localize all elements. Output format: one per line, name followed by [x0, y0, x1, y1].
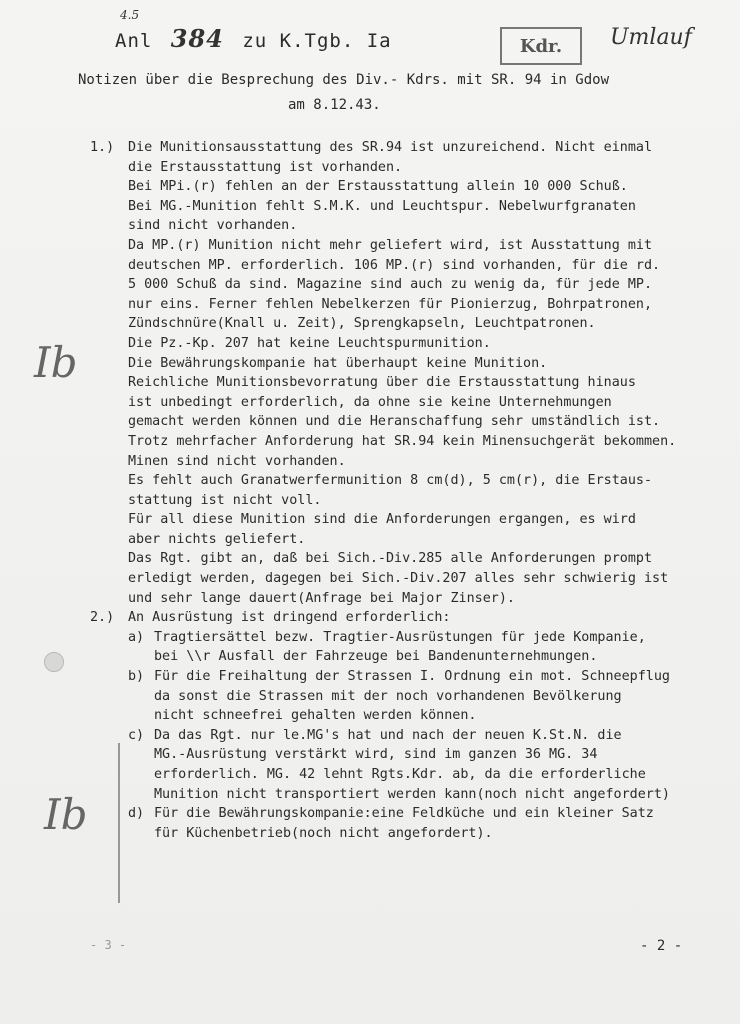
section-1-line	[90, 412, 740, 432]
anl-prefix: Anl	[115, 30, 153, 52]
line-text: Minen sind nicht vorhanden.	[128, 453, 346, 469]
margin-note-ib-1: Ib	[34, 338, 78, 387]
document-body	[90, 138, 740, 843]
section-1-line	[90, 314, 740, 334]
line-text: ist unbedingt erforderlich, da ohne sie keine Unternehmungen	[128, 394, 612, 410]
line-text: Reichliche Munitionsbevorratung über die Erstausstattung hinaus	[128, 375, 636, 391]
list-item-line	[90, 628, 740, 648]
line-text: deutschen MP. erforderlich. 106 MP.(r) sind vorhanden, für die rd.	[128, 257, 661, 273]
line-text: nur eins. Ferner fehlen Nebelkerzen für Pionierzug, Bohrpatronen,	[128, 296, 653, 312]
line-text: sind nicht vorhanden.	[128, 218, 298, 234]
list-item-line	[90, 745, 740, 765]
spacer	[90, 530, 128, 550]
line-text: 5 000 Schuß da sind. Magazine sind auch zu wenig da, für jede MP.	[128, 277, 653, 293]
line-text: Für die Freihaltung der Strassen I. Ordnung ein mot. Schneepflug	[154, 669, 670, 685]
item-label: a)	[128, 629, 145, 645]
margin-note-ib-2: Ib	[44, 790, 88, 839]
list-item-line	[90, 706, 740, 726]
line-text: Die Munitionsausstattung des SR.94 ist unzureichend. Nicht einmal	[128, 140, 653, 155]
spacer	[90, 687, 128, 707]
spacer	[128, 647, 154, 667]
line-text: für Küchenbetrieb(noch nicht angefordert).	[154, 825, 493, 841]
section-1-line	[90, 432, 740, 452]
section-1-line	[90, 373, 740, 393]
spacer	[90, 432, 128, 452]
line-text: erledigt werden, dagegen bei Sich.-Div.207 alles sehr schwierig ist	[128, 571, 669, 587]
spacer	[90, 236, 128, 256]
spacer	[128, 745, 154, 765]
spacer	[90, 314, 128, 334]
list-item-line	[90, 824, 740, 844]
header-reference	[115, 24, 398, 53]
section-1-line	[90, 177, 740, 197]
spacer	[90, 569, 128, 589]
spacer	[90, 628, 128, 648]
spacer	[128, 824, 154, 844]
section-1-line	[90, 471, 740, 491]
item-label: d)	[128, 806, 145, 822]
spacer	[90, 373, 128, 393]
list-item-line	[90, 726, 740, 746]
section-1-line	[90, 589, 740, 609]
line-text: Die Pz.-Kp. 207 hat keine Leuchtspurmunition.	[128, 335, 491, 351]
section-1-line	[90, 295, 740, 315]
tgb-reference: zu K.Tgb. Ia	[242, 30, 392, 52]
pencil-scribble: 4.5	[120, 8, 140, 22]
page-number: - 2 -	[640, 938, 683, 954]
section-1-line	[90, 216, 740, 236]
line-text: die Erstausstattung ist vorhanden.	[128, 159, 403, 175]
spacer	[128, 785, 154, 805]
line-text: Da MP.(r) Munition nicht mehr geliefert wird, ist Ausstattung mit	[128, 237, 653, 253]
spacer	[90, 295, 128, 315]
spacer	[90, 334, 128, 354]
spacer	[90, 412, 128, 432]
spacer	[90, 452, 128, 472]
spacer	[90, 589, 128, 609]
spacer	[90, 471, 128, 491]
list-item-line	[90, 667, 740, 687]
line-text: Das Rgt. gibt an, daß bei Sich.-Div.285 alle Anforderungen prompt	[128, 551, 653, 567]
spacer	[90, 197, 128, 217]
spacer	[90, 158, 128, 178]
line-text: da sonst die Strassen mit der noch vorhandenen Bevölkerung	[154, 688, 622, 704]
section-1-line	[90, 158, 740, 178]
section-1-line	[90, 236, 740, 256]
page-number-faint: - 3 -	[90, 938, 127, 952]
section-1-line	[90, 452, 740, 472]
section-1-line	[90, 549, 740, 569]
spacer	[90, 804, 128, 824]
spacer	[90, 354, 128, 374]
section-1-line	[90, 256, 740, 276]
line-text: Da das Rgt. nur le.MG's hat und nach der neuen K.St.N. die	[154, 727, 622, 743]
spacer	[90, 510, 128, 530]
section-1-line	[90, 354, 740, 374]
document-date: am 8.12.43.	[288, 97, 381, 113]
section-1-line	[90, 197, 740, 217]
line-text: erforderlich. MG. 42 lehnt Rgts.Kdr. ab, da die erforderliche	[154, 767, 646, 782]
spacer	[90, 216, 128, 236]
section-1-line	[90, 393, 740, 413]
line-text: MG.-Ausrüstung verstärkt wird, sind im ganzen 36 MG. 34	[154, 747, 598, 763]
line-text: aber nichts geliefert.	[128, 531, 306, 547]
handwritten-signature: Umlauf	[610, 25, 692, 50]
line-text: Zündschnüre(Knall u. Zeit), Sprengkapseln, Leuchtpatronen.	[128, 316, 596, 332]
line-text: Bei MPi.(r) fehlen an der Erstausstattung allein 10 000 Schuß.	[128, 179, 628, 195]
section-1-line	[90, 491, 740, 511]
section-1-line	[90, 530, 740, 550]
item-label: b)	[128, 669, 145, 685]
spacer	[128, 687, 154, 707]
section-number: 1.)	[90, 140, 115, 155]
kdr-stamp: Kdr.	[500, 27, 582, 65]
anl-number: 384	[170, 24, 224, 53]
spacer	[128, 765, 154, 785]
section-1-line	[90, 569, 740, 589]
spacer	[90, 706, 128, 726]
line-text: und sehr lange dauert(Anfrage bei Major Zinser).	[128, 590, 515, 606]
document-title: Notizen über die Besprechung des Div.- Kdrs. mit SR. 94 in Gdow	[78, 72, 610, 88]
punch-hole	[44, 652, 64, 672]
list-item-line	[90, 765, 740, 785]
spacer	[128, 706, 154, 726]
section-number: 2.)	[90, 610, 115, 626]
line-text: Es fehlt auch Granatwerfermunition 8 cm(d), 5 cm(r), die Erstaus-	[128, 473, 653, 489]
line-text: stattung ist nicht voll.	[128, 492, 322, 508]
spacer	[90, 726, 128, 746]
list-item-line	[90, 647, 740, 667]
line-text: Bei MG.-Munition fehlt S.M.K. und Leuchtspur. Nebelwurfgranaten	[128, 198, 636, 214]
spacer	[90, 491, 128, 511]
spacer	[90, 745, 128, 765]
spacer	[90, 393, 128, 413]
section-1-line	[90, 138, 740, 158]
line-text: Tragtiersättel bezw. Tragtier-Ausrüstungen für jede Kompanie,	[154, 629, 646, 645]
list-item-line	[90, 687, 740, 707]
line-text: Die Bewährungskompanie hat überhaupt keine Munition.	[128, 355, 548, 371]
spacer	[90, 549, 128, 569]
line-text: nicht schneefrei gehalten werden können.	[154, 708, 477, 724]
line-text: An Ausrüstung ist dringend erforderlich:	[128, 610, 451, 626]
line-text: Für die Bewährungskompanie:eine Feldküche und ein kleiner Satz	[154, 806, 654, 822]
section-2-intro	[90, 608, 740, 628]
line-text: Trotz mehrfacher Anforderung hat SR.94 kein Minensuchgerät bekommen.	[128, 433, 677, 449]
section-1-line	[90, 510, 740, 530]
line-text: gemacht werden können und die Heranschaffung sehr umständlich ist.	[128, 414, 661, 430]
list-item-line	[90, 785, 740, 805]
spacer	[90, 765, 128, 785]
line-text: Munition nicht transportiert werden kann(noch nicht angefordert)	[154, 786, 670, 802]
item-label: c)	[128, 727, 145, 743]
spacer	[90, 824, 128, 844]
spacer	[90, 256, 128, 276]
spacer	[90, 785, 128, 805]
line-text: bei \\r Ausfall der Fahrzeuge bei Bandenunternehmungen.	[154, 649, 598, 665]
list-item-line	[90, 804, 740, 824]
spacer	[90, 667, 128, 687]
section-1-line	[90, 334, 740, 354]
spacer	[90, 177, 128, 197]
spacer	[90, 647, 128, 667]
line-text: Für all diese Munition sind die Anforderungen ergangen, es wird	[128, 512, 636, 528]
spacer	[90, 275, 128, 295]
section-1-line	[90, 275, 740, 295]
